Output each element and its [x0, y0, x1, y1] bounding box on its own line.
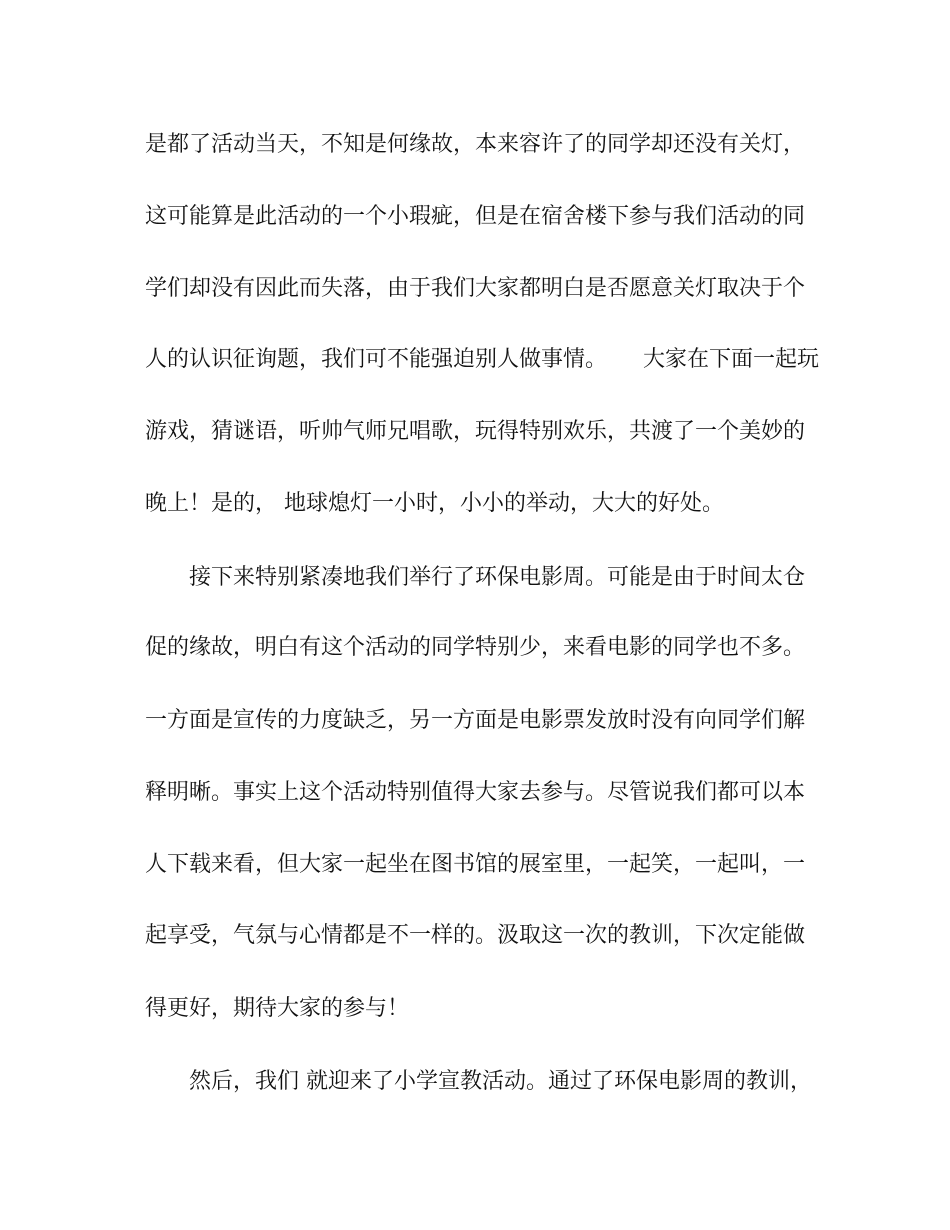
text-line: 一方面是宣传的力度缺乏，另一方面是电影票发放时没有向同学们解: [145, 708, 806, 733]
text-line: 促的缘故，明白有这个活动的同学特别少，来看电影的同学也不多。: [145, 635, 806, 660]
text-segment: 人的认识征询题，我们可不能强迫别人做事情。: [145, 347, 608, 372]
text-line: 得更好，期待大家的参与！: [145, 996, 410, 1021]
text-line: 这可能算是此活动的一个小瑕疵，但是在宿舍楼下参与我们活动的同: [145, 204, 806, 229]
paragraph-first-line: 接下来特别紧凑地我们举行了环保电影周。可能是由于时间太仓: [189, 565, 806, 590]
text-line: 人下载来看，但大家一起坐在图书馆的展室里，一起笑，一起叫，一: [145, 852, 806, 877]
text-segment: 大家在下面一起玩: [643, 347, 820, 372]
text-line: 是都了活动当天，不知是何缘故，本来容许了的同学却还没有关灯，: [145, 132, 806, 157]
text-line: 游戏，猜谜语，听帅气师兄唱歌，玩得特别欢乐，共渡了一个美妙的: [145, 419, 806, 444]
text-line: 晚上！是的， 地球熄灯一小时，小小的举动，大大的好处。: [145, 491, 724, 516]
text-line: 学们却没有因此而失落，由于我们大家都明白是否愿意关灯取决于个: [145, 276, 806, 301]
text-line-composite: [145, 340, 825, 380]
paragraph-first-line: 然后，我们 就迎来了小学宣教活动。通过了环保电影周的教训，: [189, 1069, 812, 1094]
text-line: 起享受，气氛与心情都是不一样的。汲取这一次的教训，下次定能做: [145, 923, 806, 948]
text-line: 释明晰。事实上这个活动特别值得大家去参与。尽管说我们都可以本: [145, 780, 806, 805]
